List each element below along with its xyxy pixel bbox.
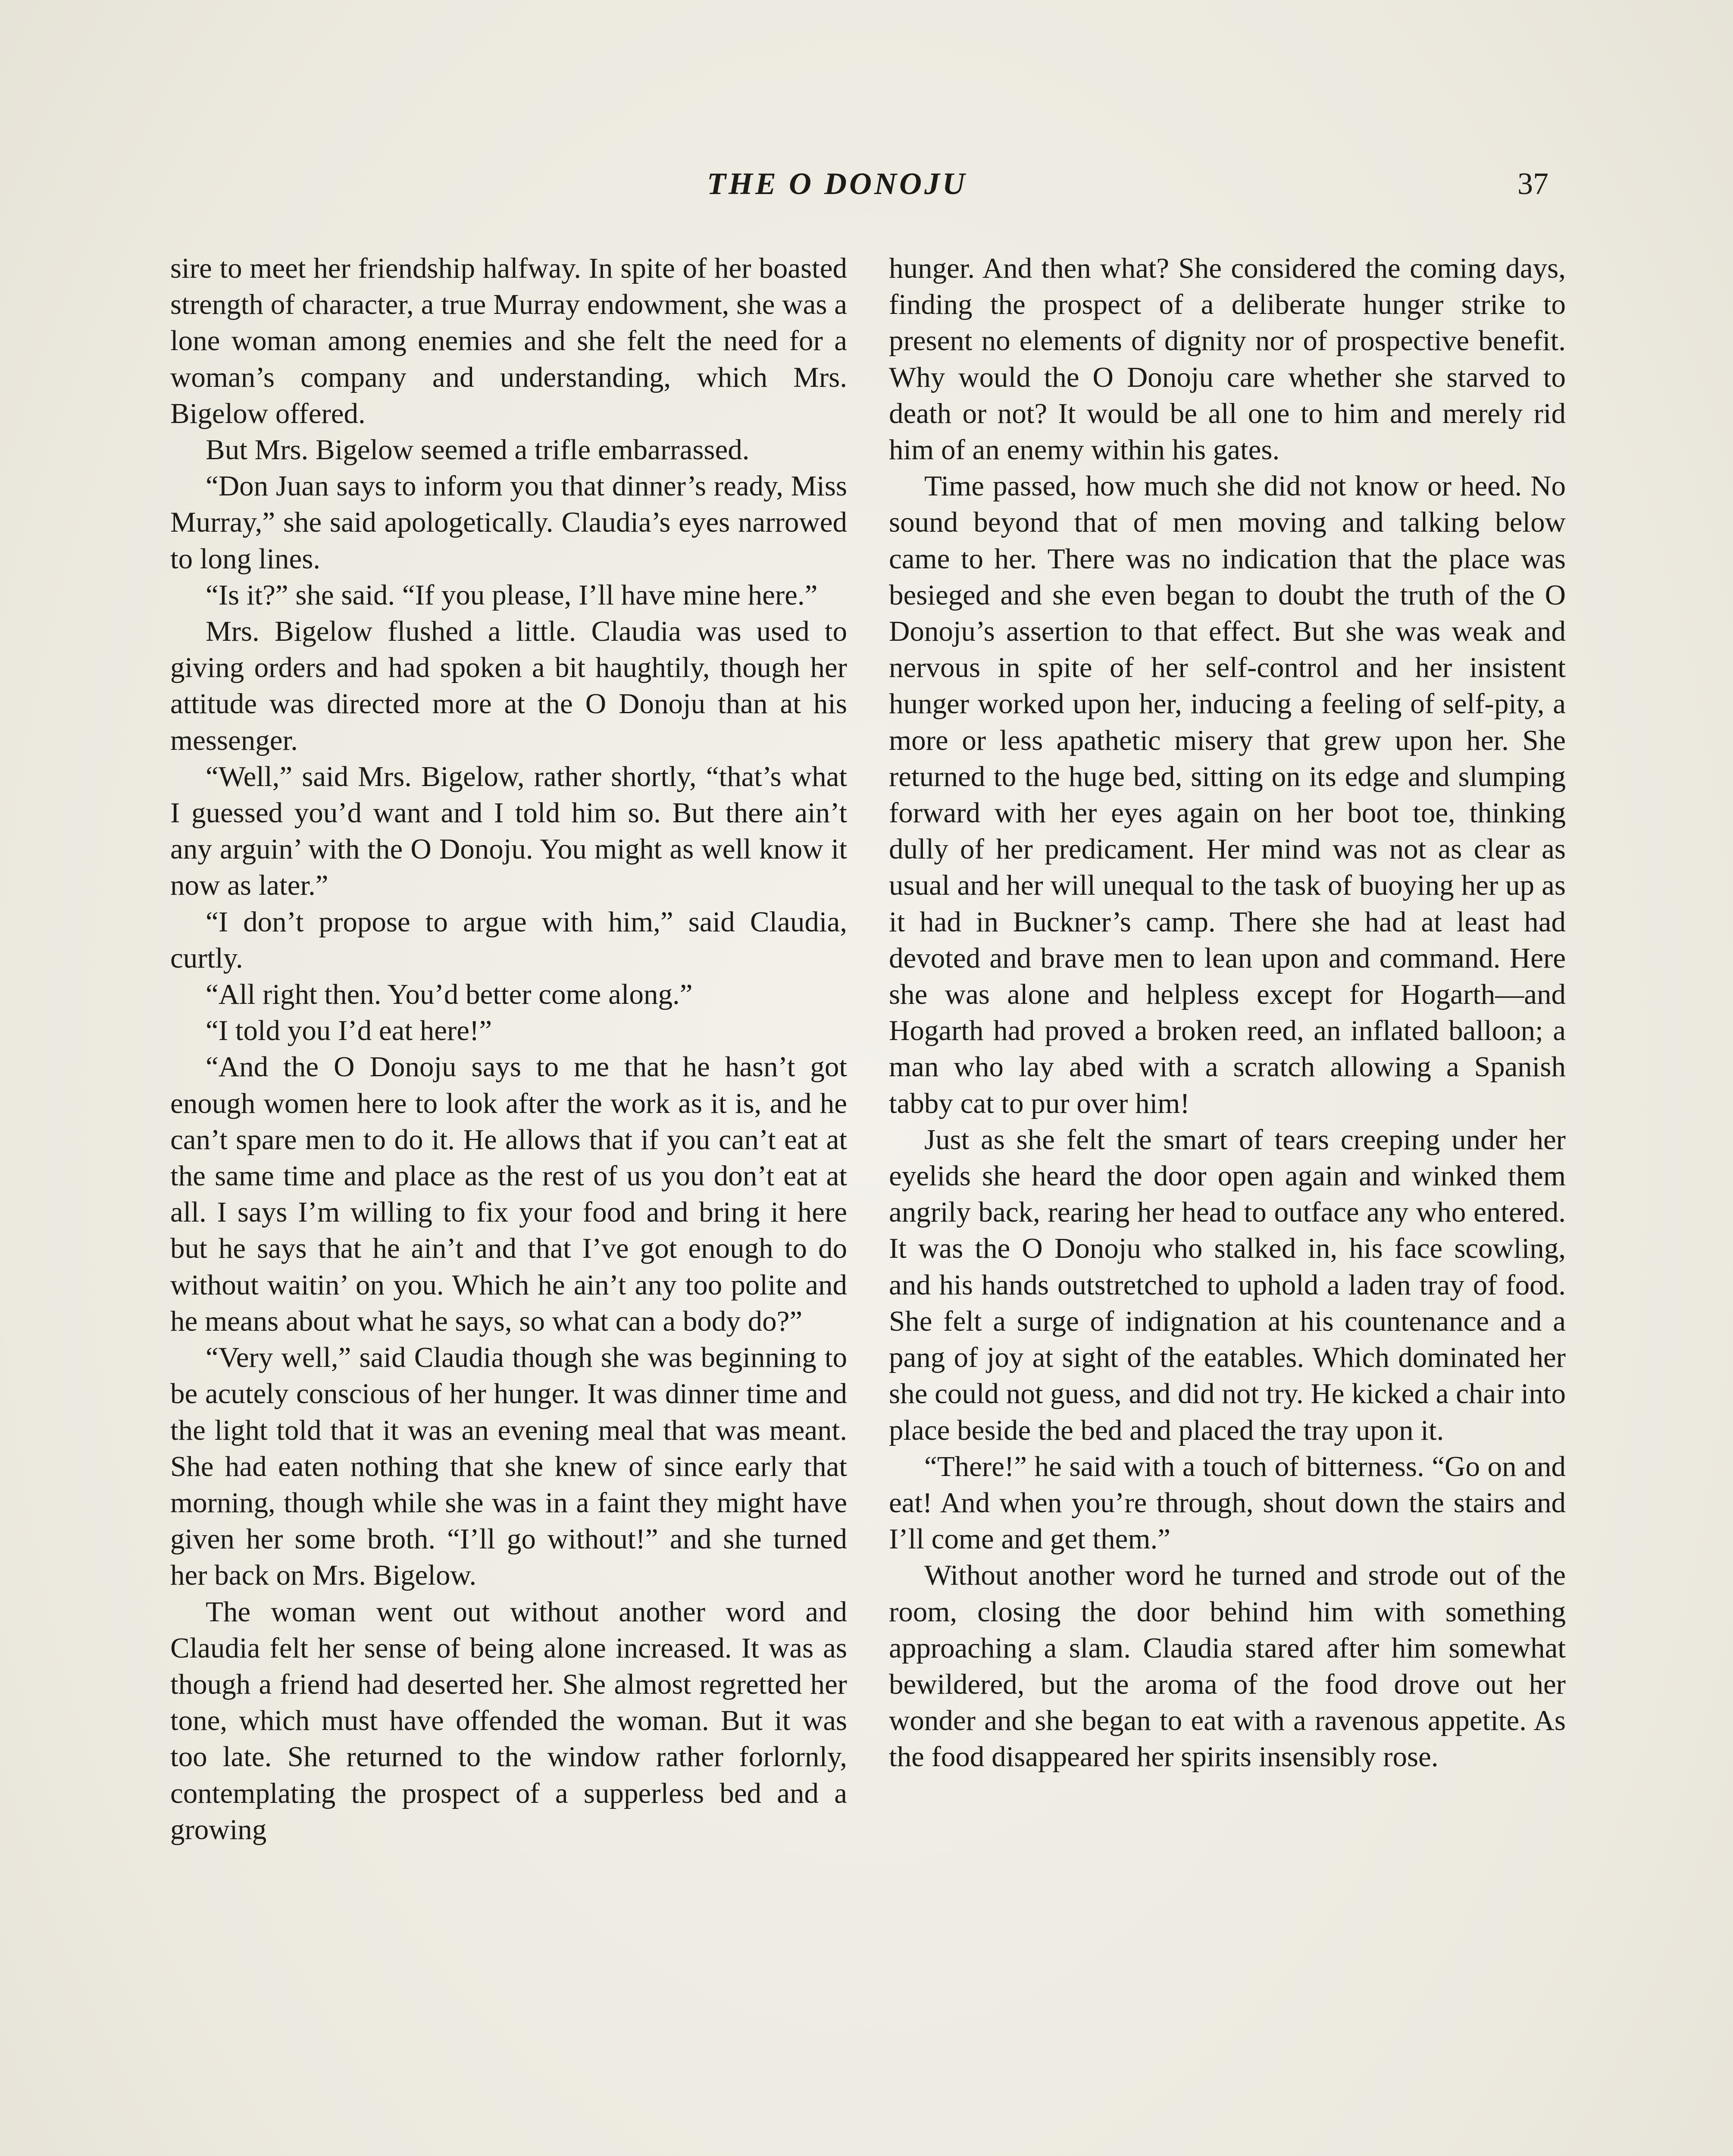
paragraph: hunger. And then what? She considered the coming days, finding the prospect of a deliberate hunger strike to present no elements of dignity nor of prospective benefit. Why would the O Donoju care whether she starved to death or not? It would be all one to him and merely rid him of an enemy within his gates. (889, 252, 1566, 466)
paragraph: Mrs. Bigelow flushed a little. Claudia was used to giving orders and had spoken a bit haughtily, though her attitude was directed more at the O Donoju than at his messenger. (170, 615, 847, 756)
paragraph: Without another word he turned and strode out of the room, closing the door behind him with something approaching a slam. Claudia stared after him somewhat bewildered, but the aroma of the food drove out her wonder and she began to eat with a ravenous appetite. As the food disappeared her spirits insensibly rose. (889, 1559, 1566, 1773)
paragraph: “Is it?” she said. “If you please, I’ll have mine here.” (206, 579, 818, 611)
paragraph: “All right then. You’d better come along.” (206, 978, 693, 1011)
paragraph: “Don Juan says to inform you that dinner’s ready, Miss Murray,” she said apologetically. Claudia’s eyes narrowed to long lines. (170, 470, 847, 575)
paragraph: Just as she felt the smart of tears creeping under her eyelids she heard the door open again and winked them angrily back, rearing her head to outface any who entered. It was the O Donoju who stalked in, his face scowling, and his hands outstretched to uphold a laden tray of food. She felt a surge of indignation at his countenance and a pang of joy at sight of the eatables. Which dominated her she could not guess, and did not try. He kicked a chair into place beside the bed and placed the tray upon it. (889, 1123, 1566, 1446)
paragraph: The woman went out without another word and Claudia felt her sense of being alone increased. It was as though a friend had deserted her. She almost regretted her tone, which must have offended the woman. But it was too late. She returned to the window rather forlornly, contemplating the prospect of a supperless bed and a growing (170, 1595, 847, 1846)
paragraph: Time passed, how much she did not know or heed. No sound beyond that of men moving and talking below came to her. There was no indication that the place was besieged and she even began to doubt the truth of the O Donoju’s assertion to that effect. But she was weak and nervous in spite of her self-control and her insistent hunger worked upon her, inducing a feeling of self-pity, a more or less apathetic misery that grew upon her. She returned to the huge bed, sitting on its edge and slumping forward with her eyes again on her boot toe, thinking dully of her predicament. Her mind was not as clear as usual and her will unequal to the task of buoying her up as it had in Buckner’s camp. There she had at least had devoted and brave men to lean upon and command. Here she was alone and helpless except for Hogarth—and Hogarth had proved a broken reed, an inflated balloon; a man who lay abed with a scratch allowing a Spanish tabby cat to pur over him! (889, 470, 1566, 1119)
page-number: 37 (1517, 166, 1548, 201)
left-text-column (170, 250, 847, 1848)
right-text-column (889, 250, 1566, 1775)
paragraph: sire to meet her friendship halfway. In spite of her boasted strength of character, a true Murray endowment, she was a lone woman among enemies and she felt the need for a woman’s company and understanding, which Mrs. Bigelow offered. (170, 252, 847, 429)
paragraph: But Mrs. Bigelow seemed a trifle embarrassed. (206, 434, 750, 466)
paragraph: “I don’t propose to argue with him,” said Claudia, curtly. (170, 906, 847, 974)
paragraph: “Well,” said Mrs. Bigelow, rather shortly, “that’s what I guessed you’d want and I told him so. But there ain’t any arguin’ with the O Donoju. You might as well know it now as later.” (170, 760, 847, 902)
paragraph: “I told you I’d eat here!” (206, 1015, 492, 1047)
paragraph: “There!” he said with a touch of bitterness. “Go on and eat! And when you’re through, shout down the stairs and I’ll come and get them.” (889, 1450, 1566, 1555)
paragraph: “And the O Donoju says to me that he hasn’t got enough women here to look after the work as it is, and he can’t spare men to do it. He allows that if you can’t eat at the same time and place as the rest of us you don’t eat at all. I says I’m willing to fix your food and bring it here but he says that he ain’t and that I’ve got enough to do without waitin’ on you. Which he ain’t any too polite and he means about what he says, so what can a body do?” (170, 1051, 847, 1337)
running-title: THE O DONOJU (707, 166, 967, 201)
paragraph: “Very well,” said Claudia though she was beginning to be acutely conscious of her hunger. It was dinner time and the light told that it was an evening meal that was meant. She had eaten nothing that she knew of since early that morning, though while she was in a faint they might have given her some broth. “I’ll go without!” and she turned her back on Mrs. Bigelow. (170, 1341, 847, 1592)
